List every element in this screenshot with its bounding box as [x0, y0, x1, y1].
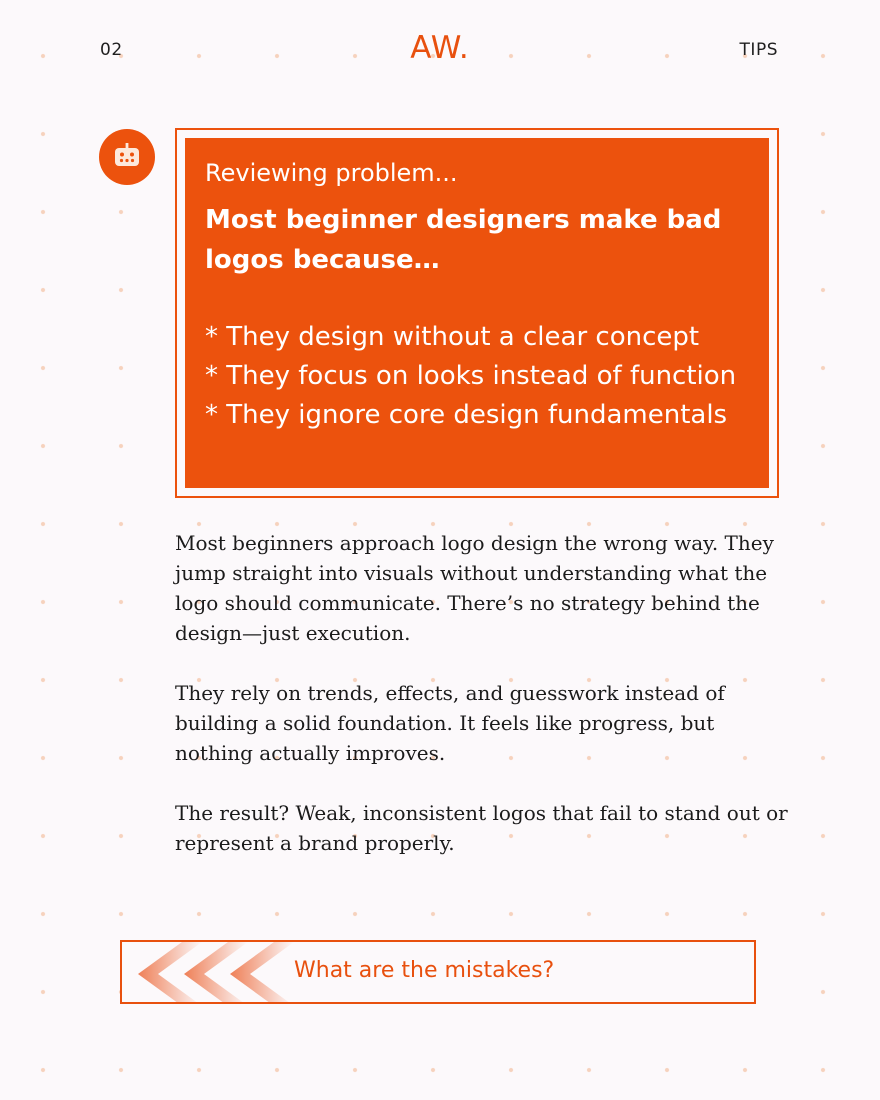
bot-avatar	[99, 129, 155, 185]
list-item: * They design without a clear concept	[205, 322, 700, 352]
next-mistakes-button[interactable]	[120, 940, 756, 1004]
message-bubble	[185, 138, 769, 488]
category-label: TIPS	[739, 40, 778, 60]
page-number: 02	[100, 40, 123, 60]
brand-logo: AW.	[410, 30, 470, 66]
body-paragraph: The result? Weak, inconsistent logos that fail to stand out or represent a brand properly.	[175, 801, 788, 855]
list-item: * They ignore core design fundamentals	[205, 400, 728, 430]
message-heading: Most beginner designers make bad logos because…	[205, 205, 722, 275]
body-text	[175, 528, 790, 888]
message-status: Reviewing problem...	[205, 159, 458, 187]
body-paragraph: Most beginners approach logo design the wrong way. They jump straight into visuals without understanding what the logo should communicate. There’s no strategy behind the design—just execution.	[175, 531, 774, 645]
chevron-arrows-icon	[136, 942, 296, 1002]
body-paragraph: They rely on trends, effects, and guesswork instead of building a solid foundation. It feels like progress, but nothing actually improves.	[175, 681, 725, 765]
message-card	[175, 128, 779, 498]
message-points	[205, 318, 749, 435]
cta-label: What are the mistakes?	[294, 958, 555, 983]
robot-icon	[113, 142, 141, 172]
list-item: * They focus on looks instead of function	[205, 361, 737, 391]
